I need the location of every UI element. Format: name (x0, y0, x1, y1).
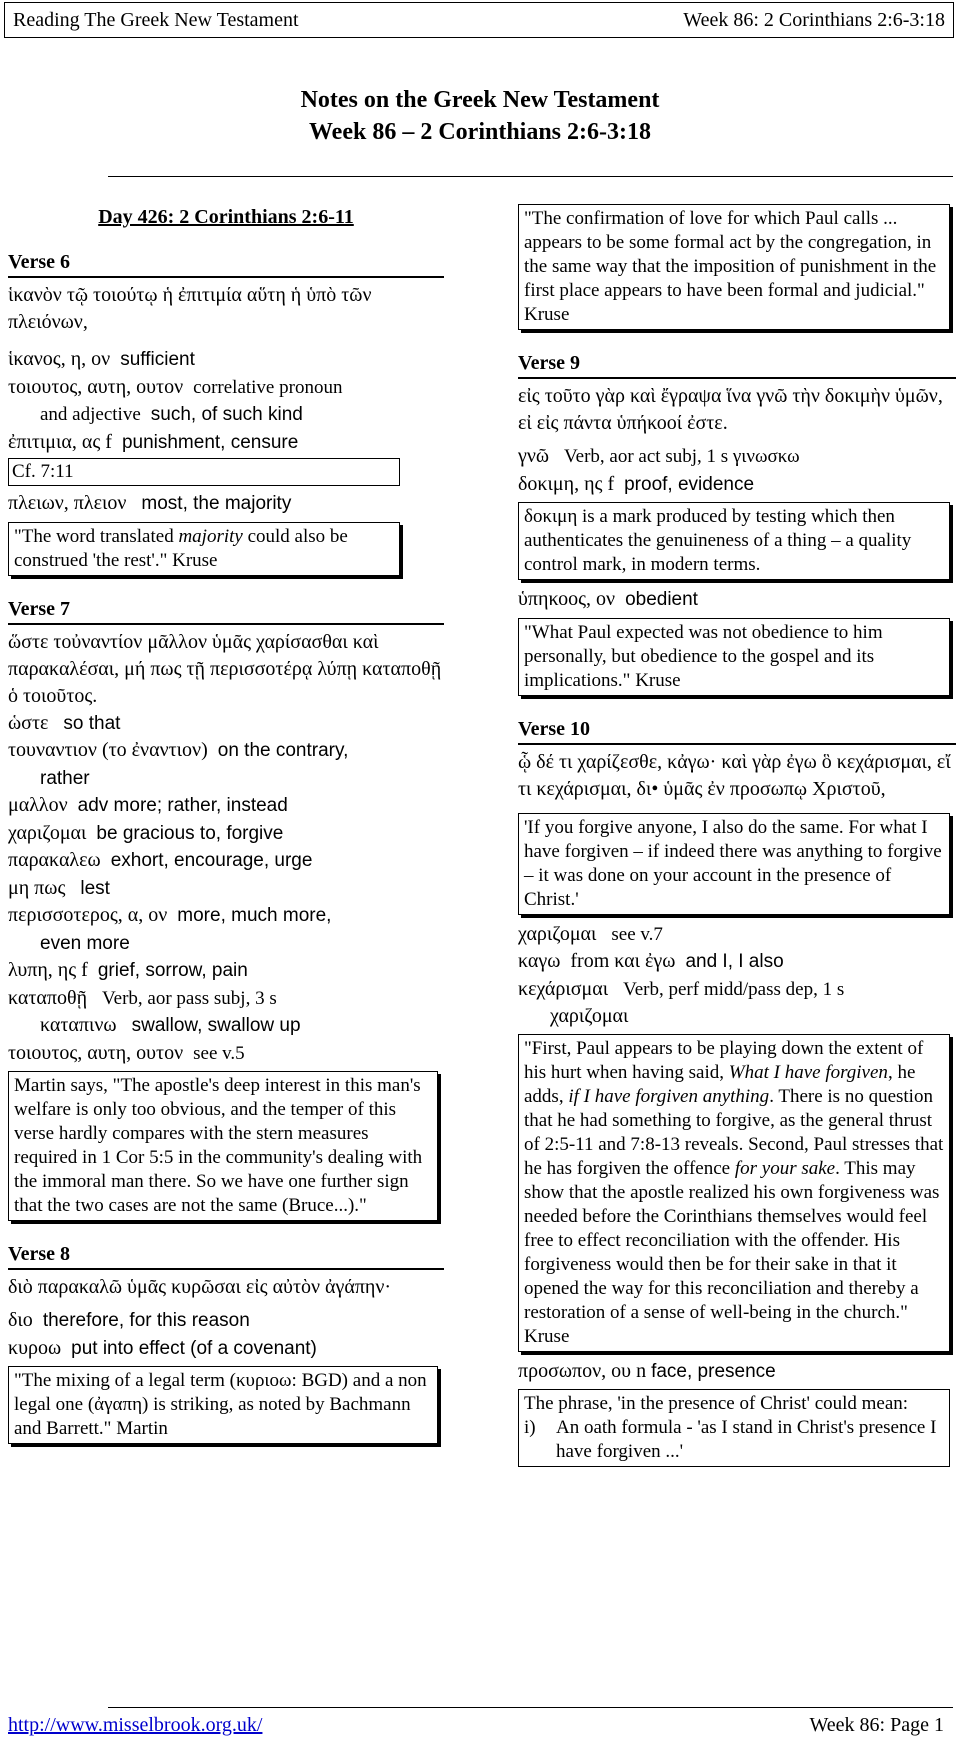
vocab-headword: τοιουτος, αυτη, ουτον (8, 1041, 184, 1064)
verse-6-heading: Verse 6 (8, 251, 444, 278)
verse-7-heading: Verse 7 (8, 598, 444, 625)
vocab-definition: such, of such kind (150, 404, 303, 425)
verse-8-heading: Verse 8 (8, 1243, 444, 1270)
vocab-entry (8, 847, 444, 875)
vocab-definition: more, much more, (177, 905, 332, 926)
page-footer (8, 1714, 944, 1737)
commentary-text: "The confirmation of love for which Paul calls ... appears to be some formal act by the congregation, in the same way that the imposition of punishment in the first place appears to have been formal and judicial." Kruse (524, 208, 937, 325)
verse-8-greek-text: διὸ παρακαλῶ ὑμᾶς κυρῶσαι εἰς αὐτὸν ἀγάπην· (8, 1276, 392, 1298)
list-number: i) (524, 1417, 536, 1438)
vocab-definition: obedient (625, 589, 698, 610)
vocab-entry (8, 875, 444, 903)
vocab-definition: grief, sorrow, pain (97, 960, 248, 981)
header-book-title: Reading The Greek New Testament (13, 8, 299, 31)
vocab-definition: lest (80, 877, 110, 899)
vocab-headword: τουναντιον (το ἐναντιον) (8, 739, 208, 761)
vocab-definition: from και ἐγω (570, 950, 676, 972)
right-column (518, 204, 956, 1473)
vocab-headword: ὑπηκοος, ον (518, 588, 616, 610)
commentary-text: "The word translated (14, 525, 179, 547)
vocab-headword: μαλλον (8, 794, 68, 816)
verse-6-greek-text: ἱκανὸν τῷ τοιούτῳ ἡ ἐπιτιμία αὕτη ἡ ὑπὸ τῶν πλειόνων, (8, 284, 372, 333)
vocab-headword: γνῶ (518, 445, 550, 467)
vocab-entry (518, 471, 956, 499)
vocab-entry (8, 1335, 444, 1363)
vocab-entry (518, 921, 956, 949)
vocab-headword: πλειων, πλειον (8, 492, 127, 514)
vocab-definition: rather (40, 767, 90, 789)
vocab-headword: τοιουτος, αυτη, ουτον (8, 375, 184, 398)
list-item (524, 1416, 944, 1464)
commentary-text: Martin says, "The apostle's deep interest in this man's welfare is only too obvious, and the temper of this verse hardly compares with the stern measures required in 1 Cor 5:5 in the community's dealing with the immoral man there. So we have one further sign that the two cases are not the same (Bruce...)." (14, 1075, 423, 1216)
day-title: Day 426: 2 Corinthians 2:6-11 (98, 206, 354, 228)
vocab-definition: swallow, swallow up (131, 1015, 301, 1036)
footer-page-number: Week 86: Page 1 (809, 1714, 944, 1736)
vocab-entry (8, 902, 444, 930)
left-column (8, 204, 444, 1450)
vocab-headword: δοκιμη, ης f (518, 472, 615, 495)
commentary-text: , he adds, (524, 1061, 916, 1107)
verse-7-greek-text: ὥστε τοὐναντίον μᾶλλον ὑμᾶς χαρίσασθαι καὶ παρακαλέσαι, μή πως τῇ περισσοτέρᾳ λύπῃ καταποθῇ ὁ τοιοῦτος. (8, 630, 442, 707)
vocab-definition: see v.5 (193, 1042, 245, 1064)
vocab-entry-continued (8, 765, 444, 793)
verse-9-heading: Verse 9 (518, 352, 956, 379)
vocab-entry (8, 429, 444, 457)
vocab-headword: λυπη, ης f (8, 959, 88, 981)
commentary-emphasis: What I have forgiven (728, 1061, 888, 1083)
vocab-definition: so that (63, 712, 121, 734)
vocab-definition: exhort, encourage, urge (110, 850, 313, 871)
vocab-entry (8, 346, 444, 374)
vocab-definition: Verb, aor pass subj, 3 s (102, 987, 277, 1009)
vocab-headword: κεχάρισμαι (518, 977, 609, 1000)
vocab-headword: ὡστε (8, 711, 49, 734)
vocab-headword: περισσοτερος, α, ον (8, 904, 168, 926)
vocab-definition: therefore, for this reason (42, 1310, 250, 1331)
vocab-entry (8, 490, 444, 518)
vocab-definition: see v.7 (611, 923, 663, 945)
vocab-headword: ἱκανος, η, ον (8, 348, 111, 370)
translation-box (518, 813, 950, 915)
vocab-headword: καταπινω (40, 1014, 117, 1036)
vocab-entry (8, 1040, 444, 1068)
commentary-text: "What Paul expected was not obedience to him personally, but obedience to the gospel and its implications." Kruse (524, 621, 883, 691)
vocab-definition: even more (40, 932, 130, 954)
commentary-box (518, 1389, 950, 1467)
vocab-definition: most, the majority (141, 493, 292, 514)
vocab-entry (518, 1358, 956, 1386)
commentary-list (524, 1416, 944, 1464)
commentary-box (518, 618, 950, 696)
vocab-headword: μη πως (8, 876, 66, 899)
title-line-2: Week 86 – 2 Corinthians 2:6-3:18 (309, 119, 651, 145)
commentary-text: . There is no question that he had something to forgive, as the general thrust of 2:5-11 and 7:8-13 reveals. Second, Paul stresses that he has forgiven the offence (524, 1085, 944, 1179)
vocab-definition: correlative pronoun (193, 376, 343, 398)
commentary-text: δοκιμη is a mark produced by testing which then authenticates the genuineness of a thing – a quality control mark, in modern terms. (524, 506, 912, 575)
cross-reference-box (8, 458, 400, 486)
verse-10-greek-text: ᾧ δέ τι χαρίζεσθε, κἀγω· καὶ γὰρ ἐγω ὃ κεχάρισμαι, εἴ τι κεχάρισμαι, δι• ὑμᾶς ἐν προσωπῳ Χριστοῦ, (518, 750, 951, 800)
vocab-entry (518, 976, 956, 1004)
vocab-entry-continued (8, 401, 444, 429)
commentary-text: The phrase, 'in the presence of Christ' could mean: (524, 1393, 909, 1414)
title-divider (108, 176, 953, 177)
vocab-entry-continued (518, 1003, 956, 1030)
vocab-definition: and I, I also (685, 951, 784, 972)
title-line-1: Notes on the Greek New Testament (300, 87, 660, 113)
vocab-entry (8, 985, 444, 1013)
footer-divider (108, 1707, 953, 1708)
commentary-box (518, 1034, 950, 1352)
vocab-definition: sufficient (120, 349, 195, 370)
website-link[interactable]: http://www.misselbrook.org.uk/ (8, 1714, 263, 1736)
commentary-emphasis: if I have forgiven anything (568, 1085, 770, 1107)
commentary-emphasis: majority (178, 525, 243, 547)
vocab-definition: be gracious to, forgive (96, 822, 284, 844)
header-week-ref: Week 86: 2 Corinthians 2:6-3:18 (683, 8, 945, 31)
verse-10-heading: Verse 10 (518, 718, 956, 745)
vocab-entry (8, 710, 444, 738)
vocab-definition: face, presence (651, 1360, 776, 1382)
vocab-definition: put into effect (of a covenant) (71, 1337, 317, 1359)
vocab-headword: χαριζομαι (8, 821, 87, 844)
vocab-headword: διο (8, 1309, 33, 1331)
vocab-headword: καγω (518, 950, 561, 972)
vocab-headword: ἐπιτιμια, ας f (8, 430, 112, 453)
vocab-entry (518, 443, 956, 471)
list-item-text: An oath formula - 'as I stand in Christ's presence I have forgiven ...' (556, 1417, 937, 1462)
vocab-entry (8, 792, 444, 820)
commentary-text: "First, Paul appears to be playing down the extent of his hurt when having said, (524, 1037, 924, 1083)
vocab-definition: and adjective (40, 404, 141, 425)
vocab-definition: Verb, aor act subj, 1 s γινωσκω (564, 446, 800, 467)
vocab-headword: χαριζομαι (550, 1005, 629, 1027)
vocab-entry-continued (8, 1012, 444, 1040)
vocab-headword: καταποθῇ (8, 986, 88, 1009)
vocab-definition: Verb, perf midd/pass dep, 1 s (623, 978, 845, 1000)
vocab-entry-continued (8, 930, 444, 958)
commentary-emphasis: for your sake (734, 1157, 836, 1179)
vocab-headword: παρακαλεω (8, 849, 101, 871)
running-header (4, 2, 954, 38)
commentary-text: "The mixing of a legal term (κυριοω: BGD) and a non legal one (ἀγαπη) is striking, as noted by Bachmann and Barrett." Martin (14, 1370, 427, 1439)
translation-text: 'If you forgive anyone, I also do the same. For what I have forgiven – if indeed there was anything to forgive – it was done on your account in the presence of Christ.' (524, 816, 942, 910)
vocab-entry (8, 957, 444, 985)
vocab-entry (8, 737, 444, 765)
commentary-box (518, 204, 950, 330)
commentary-text: . This may show that the apostle realized his own forgiveness was needed before the Corinthians themselves would feel free to effect reconciliation with the offender. His forgiveness would then be for their sake in that it opened the way for this reconciliation and thereby a restoration of a sense of well-being in the church." Kruse (524, 1157, 940, 1347)
vocab-definition: adv more; rather, instead (77, 795, 288, 816)
vocab-headword: χαριζομαι (518, 922, 597, 945)
vocab-entry (8, 820, 444, 848)
commentary-box (8, 1071, 438, 1221)
cross-reference: Cf. 7:11 (12, 461, 74, 482)
vocab-entry (8, 374, 444, 402)
vocab-definition: punishment, censure (121, 431, 299, 453)
vocab-definition: on the contrary, (217, 740, 349, 761)
commentary-box (518, 502, 950, 580)
vocab-entry (518, 948, 956, 976)
vocab-headword: κυροω (8, 1336, 62, 1359)
commentary-text: could also be construed 'the rest'." Kruse (14, 525, 348, 571)
vocab-entry (518, 586, 956, 614)
vocab-definition: proof, evidence (624, 473, 755, 495)
page-title (0, 84, 960, 148)
vocab-headword: προσωπον, ου n (518, 1359, 647, 1382)
vocab-entry (8, 1307, 444, 1335)
verse-9-greek-text: εἰς τοῦτο γὰρ καὶ ἔγραψα ἵνα γνῶ τὴν δοκιμὴν ὑμῶν, εἰ εἰς πάντα ὑπήκοοί ἐστε. (518, 385, 943, 434)
commentary-box (8, 1366, 438, 1444)
commentary-box (8, 522, 400, 576)
